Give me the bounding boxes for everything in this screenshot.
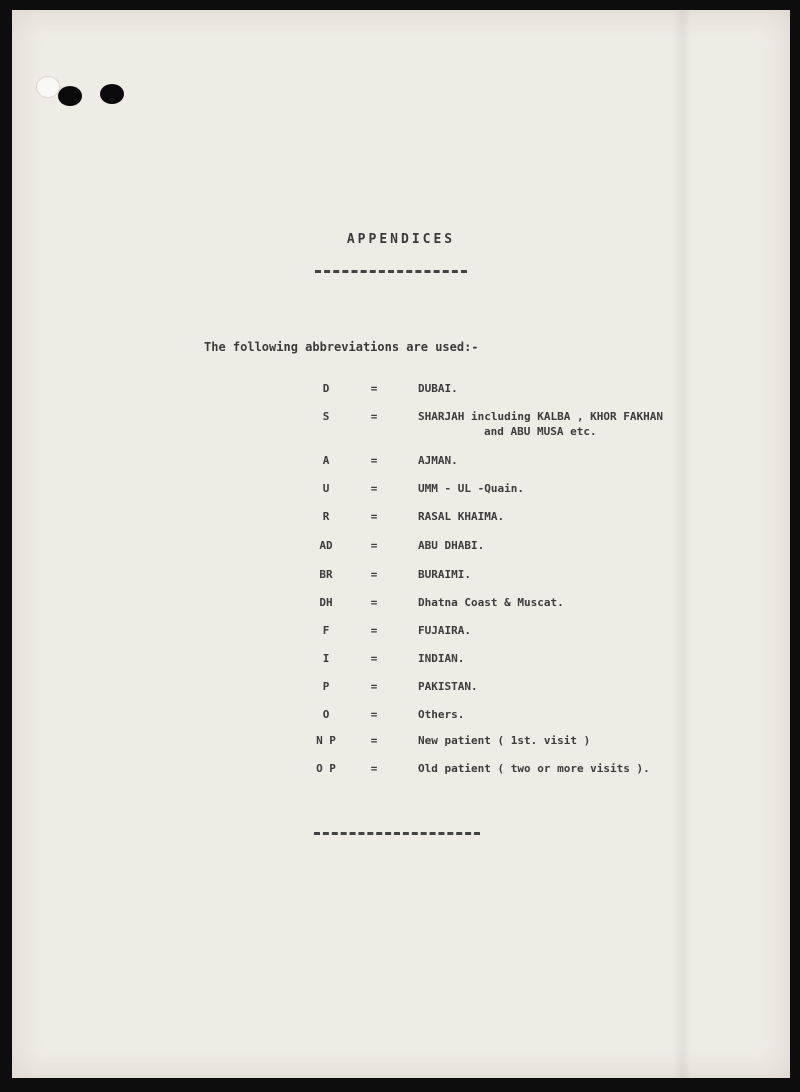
abbreviation-meaning: Others. — [418, 708, 465, 721]
paper-sheet — [12, 10, 790, 1078]
abbreviation-meaning: BURAIMI. — [418, 568, 471, 581]
abbreviation-code: O — [322, 708, 330, 721]
list-item — [12, 539, 790, 565]
list-item — [12, 734, 790, 760]
abbreviation-code: N P — [316, 734, 336, 747]
torn-punch-hole — [36, 76, 60, 98]
abbreviation-code: P — [322, 680, 330, 693]
abbreviation-meaning: SHARJAH including KALBA , KHOR FAKHAN — [418, 410, 664, 423]
abbreviation-meaning: PAKISTAN. — [418, 680, 478, 693]
equals-sign: = — [370, 734, 378, 747]
abbreviation-code: AD — [319, 539, 333, 552]
equals-sign: = — [370, 382, 378, 395]
abbreviation-code: O P — [316, 762, 336, 775]
punch-hole-right — [100, 84, 124, 104]
abbreviation-meaning: INDIAN. — [418, 652, 465, 665]
list-item — [12, 482, 790, 508]
equals-sign: = — [370, 454, 378, 467]
list-item — [12, 652, 790, 678]
equals-sign: = — [370, 652, 378, 665]
list-item — [12, 568, 790, 594]
equals-sign: = — [370, 410, 378, 423]
abbreviation-meaning-continued: and ABU MUSA etc. — [484, 425, 597, 438]
intro-text: The following abbreviations are used:- — [204, 340, 479, 354]
abbreviation-meaning: New patient ( 1st. visit ) — [418, 734, 591, 747]
abbreviation-code: U — [322, 482, 330, 495]
punch-hole-left — [58, 86, 82, 106]
list-item — [12, 708, 790, 734]
abbreviation-meaning: Old patient ( two or more visits ). — [418, 762, 650, 775]
equals-sign: = — [370, 568, 378, 581]
abbreviation-code: I — [322, 652, 330, 665]
abbreviation-code: DH — [319, 596, 333, 609]
equals-sign: = — [370, 680, 378, 693]
equals-sign: = — [370, 539, 378, 552]
equals-sign: = — [370, 596, 378, 609]
abbreviation-meaning: DUBAI. — [418, 382, 458, 395]
abbreviation-meaning: UMM - UL -Quain. — [418, 482, 524, 495]
list-item — [12, 680, 790, 706]
equals-sign: = — [370, 624, 378, 637]
list-item — [12, 624, 790, 650]
equals-sign: = — [370, 762, 378, 775]
equals-sign: = — [370, 510, 378, 523]
list-item — [12, 382, 790, 408]
title-underline — [315, 270, 467, 273]
abbreviation-meaning: Dhatna Coast & Muscat. — [418, 596, 564, 609]
list-item — [12, 410, 790, 436]
list-item — [12, 510, 790, 536]
equals-sign: = — [370, 708, 378, 721]
list-item — [12, 454, 790, 480]
list-item — [12, 762, 790, 788]
page-title: APPENDICES — [346, 232, 456, 247]
abbreviation-code: S — [322, 410, 330, 423]
abbreviation-code: A — [322, 454, 330, 467]
abbreviation-code: R — [322, 510, 330, 523]
abbreviation-code: BR — [319, 568, 333, 581]
closing-rule — [314, 832, 480, 835]
abbreviation-meaning: ABU DHABI. — [418, 539, 485, 552]
abbreviation-meaning: RASAL KHAIMA. — [418, 510, 505, 523]
abbreviation-code: D — [322, 382, 330, 395]
equals-sign: = — [370, 482, 378, 495]
abbreviation-meaning: FUJAIRA. — [418, 624, 471, 637]
list-item — [12, 596, 790, 622]
abbreviation-code: F — [322, 624, 330, 637]
abbreviation-meaning: AJMAN. — [418, 454, 458, 467]
